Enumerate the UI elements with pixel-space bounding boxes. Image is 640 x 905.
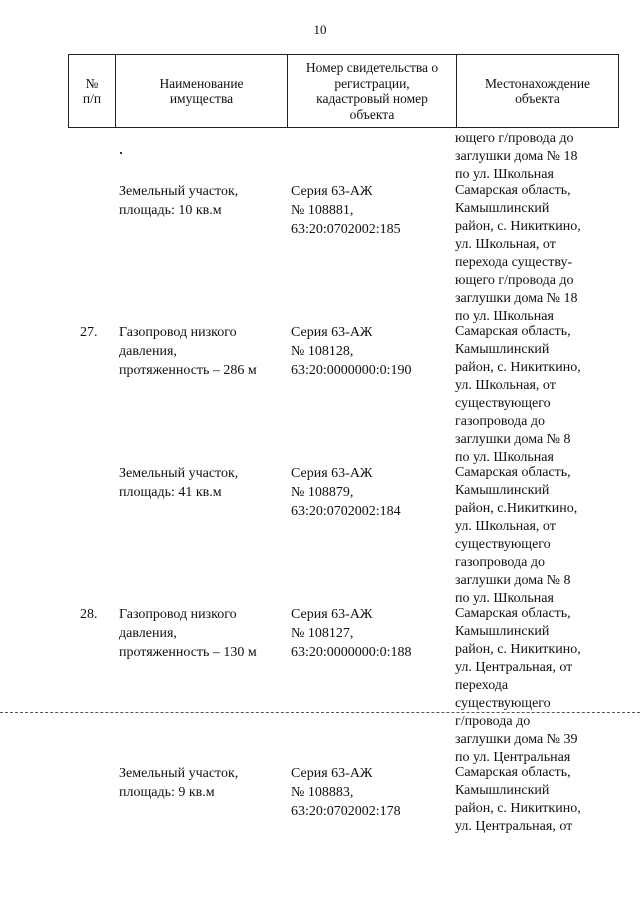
- continuation-location: ющего г/провода до заглушки дома № 18 по ул. Школьная: [455, 131, 578, 182]
- row-location: Самарская область, Камышлинский район, с. Никиткино, ул. Школьная, от существующего газопровода до заглушки дома № 8 по ул. Школьная: [455, 324, 581, 465]
- row-certificate: Серия 63-АЖ № 108879, 63:20:0702002:184: [291, 466, 401, 519]
- row-location: Самарская область, Камышлинский район, с.Никиткино, ул. Школьная, от существующего газопровода до заглушки дома № 8 по ул. Школьная: [455, 465, 578, 606]
- page-cut-line: [0, 712, 640, 713]
- row-number: 28.: [80, 607, 98, 622]
- row-certificate: Серия 63-АЖ № 108128, 63:20:0000000:0:190: [291, 325, 412, 378]
- header-number: № п/п: [82, 75, 102, 106]
- row-certificate: Серия 63-АЖ № 108883, 63:20:0702002:178: [291, 766, 401, 819]
- row-name: Газопровод низкого давления, протяженность – 130 м: [119, 607, 257, 660]
- row-name: Земельный участок, площадь: 9 кв.м: [119, 766, 239, 800]
- row-location: Самарская область, Камышлинский район, с. Никиткино, ул. Школьная, от перехода существу- ющего г/провода до заглушки дома № 18 по ул. Школьная: [455, 183, 581, 324]
- page-number: 10: [313, 22, 327, 37]
- row-location: Самарская область, Камышлинский район, с. Никиткино, ул. Центральная, от: [455, 765, 581, 834]
- row-certificate: Серия 63-АЖ № 108127, 63:20:0000000:0:188: [291, 607, 412, 660]
- row-location: Самарская область, Камышлинский район, с. Никиткино, ул. Центральная, от перехода существующего г/провода до заглушки дома № 39 по ул. Центральная: [455, 606, 581, 765]
- header-property-name: Наименование имущества: [115, 55, 287, 127]
- row-number: 27.: [80, 325, 98, 340]
- row-name: Земельный участок, площадь: 10 кв.м: [119, 184, 239, 218]
- row-certificate: Серия 63-АЖ № 108881, 63:20:0702002:185: [291, 184, 401, 237]
- header-location: Местонахождение объекта: [456, 55, 618, 127]
- header-certificate: Номер свидетельства о регистрации, кадастровый номер объекта: [287, 55, 456, 127]
- stray-dot: [120, 152, 122, 154]
- row-name: Земельный участок, площадь: 41 кв.м: [119, 466, 239, 500]
- table-header: [68, 54, 619, 128]
- row-name: Газопровод низкого давления, протяженность – 286 м: [119, 325, 257, 378]
